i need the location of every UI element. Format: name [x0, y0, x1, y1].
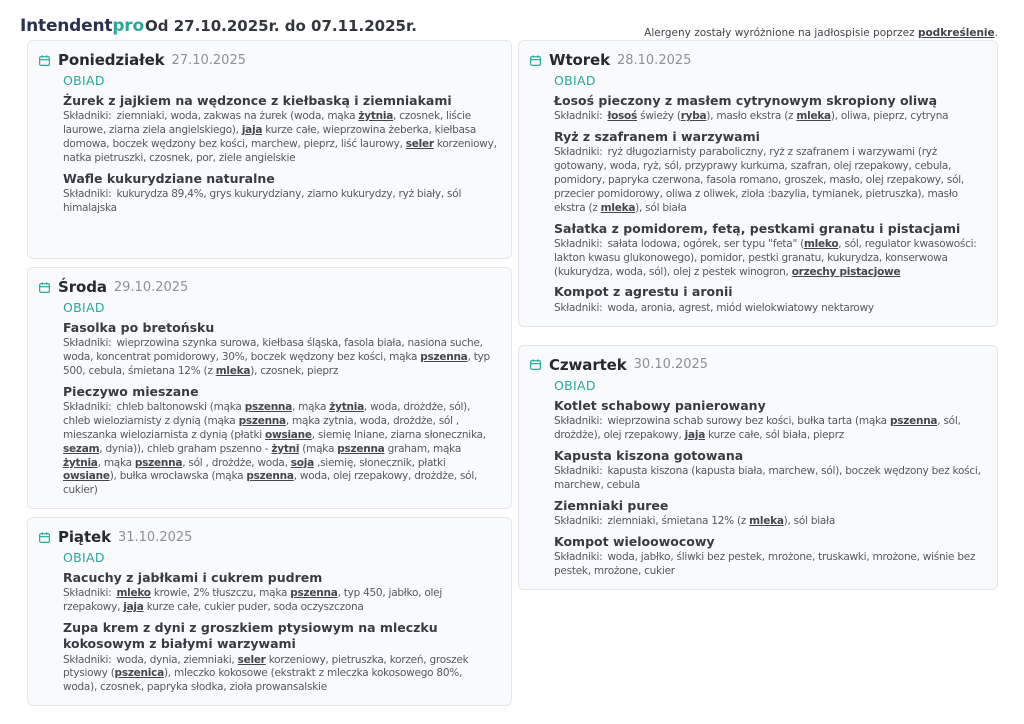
day-header — [529, 356, 983, 374]
ingredients-label: Składniki: — [554, 550, 603, 563]
dish — [63, 384, 497, 498]
dish — [63, 93, 497, 166]
allergen-term: żytnia — [329, 401, 364, 414]
day-card — [27, 267, 512, 509]
dish-name: Sałatka z pomidorem, fetą, pestkami granatu i pistacjami — [554, 220, 961, 236]
dish-ingredients — [63, 337, 497, 379]
day-date: 27.10.2025 — [171, 52, 246, 68]
allergen-term: owsiane — [265, 428, 312, 441]
day-header — [529, 51, 983, 69]
day-body — [554, 73, 983, 316]
ingredient-text: kurze całe, wieprzowina żeberka, kiełbasa domowa, boczek wędzony bez kości, marchew, pieprz, liść laurowy, — [63, 124, 477, 150]
dish-ingredients — [554, 110, 983, 124]
dish-name: Kotlet schabowy panierowany — [554, 397, 766, 413]
meal-label: OBIAD — [63, 550, 105, 566]
ingredient-text: ), oliwa, pieprz, cytryna — [830, 110, 949, 123]
ingredients-label: Składniki: — [554, 414, 603, 427]
allergen-term: soja — [290, 456, 314, 469]
calendar-icon — [38, 54, 51, 67]
ingredients-label: Składniki: — [554, 514, 603, 527]
allergen-term: orzechy pistacjowe — [791, 265, 901, 278]
allergen-term: żytni — [271, 442, 300, 455]
dish — [63, 171, 497, 216]
allergen-term: pszenna — [337, 442, 385, 455]
day-header — [38, 528, 497, 546]
ingredient-text: krowie, 2% tłuszczu, mąka — [150, 587, 291, 600]
ingredient-text: świeży ( — [637, 110, 681, 123]
allergen-term: żytnia — [358, 110, 394, 123]
meal-label: OBIAD — [63, 300, 105, 315]
dish-name: Fasolka po bretońsku — [63, 320, 215, 335]
dish-ingredients — [63, 188, 497, 216]
dish-ingredients — [554, 302, 983, 316]
ingredient-text: , typ 450, jabłko, olej rzepakowy, — [63, 587, 443, 614]
ingredient-text: korzeniowy, natka pietruszki, czosnek, por, ziele angielskie — [63, 137, 497, 164]
ingredient-text: korzeniowy, pietruszka, korzeń, groszek ptysiowy ( — [63, 653, 469, 680]
ingredient-text: ), mleczko kokosowe (ekstrakt z mleczka kokosowego 80%, woda), czosnek, papryka słodka, zioła prowansalskie — [63, 667, 463, 694]
ingredient-text: ), sól biała — [635, 201, 687, 214]
ingredient-text: woda, jabłko, śliwki bez pestek, mrożone, truskawki, mrożone, wiśnie bez pestek, mrożone, cukier — [554, 550, 976, 577]
ingredient-text: wieprzowina schab surowy bez kości, bułka tarta (mąka — [607, 414, 890, 427]
allergen-term: pszenna — [420, 351, 468, 364]
ingredients-label: Składniki: — [63, 337, 112, 350]
app-logo — [20, 16, 144, 36]
allergen-term: mleko — [116, 587, 151, 600]
ingredients-label: Składniki: — [554, 146, 603, 159]
day-name: Czwartek — [549, 355, 627, 374]
allergen-term: jaja — [241, 124, 263, 137]
ingredient-text: kukurydza 89,4%, grys kukurydziany, ziarno kukurydzy, ryż biały, sól himalajska — [63, 187, 462, 214]
dish — [554, 498, 983, 529]
day-name: Środa — [58, 278, 107, 296]
allergen-term: łosoś — [607, 110, 638, 123]
ingredient-text: kurze całe, sól biała, pieprz — [705, 428, 845, 441]
ingredient-text: , sól, regulator kwasowości: lakton kwasu glukonowego), pomidor, pestki granatu, kukurydza, konserwowa (kukurydza, woda, sól), olej z pestek winogron, — [554, 237, 977, 278]
ingredients-label: Składniki: — [63, 187, 112, 200]
ingredient-text: woda, aronia, agrest, miód wielokwiatowy nektarowy — [607, 301, 874, 314]
ingredient-text: , mąka — [292, 401, 330, 414]
day-card — [518, 345, 998, 590]
allergen-term: pszenica — [114, 667, 164, 680]
dish-list — [63, 93, 497, 216]
ingredient-text: chleb baltonowski (mąka — [116, 401, 245, 414]
allergen-term: mleka — [215, 364, 251, 377]
ingredient-text: , woda, drożdże, sól), chleb wieloziarnisty z dynią (mąka — [63, 401, 471, 427]
day-body — [63, 550, 497, 695]
ingredients-label: Składniki: — [554, 301, 603, 314]
ingredient-text: ), masło ekstra (z — [706, 110, 797, 123]
ingredient-text: , czosnek, liście laurowe, ziarna ziela angielskiego), — [63, 110, 471, 137]
ingredient-text: graham, mąka — [384, 442, 462, 455]
day-date: 29.10.2025 — [113, 279, 189, 295]
allergen-term: mleka — [796, 110, 831, 123]
dish-ingredients — [63, 654, 497, 696]
allergen-term: sezam — [63, 442, 100, 455]
allergen-term: jaja — [684, 428, 706, 441]
ingredients-label: Składniki: — [554, 237, 603, 250]
ingredient-text: , mąka — [97, 456, 135, 469]
allergen-term: mleka — [600, 201, 636, 214]
allergen-term: seler — [405, 137, 434, 150]
ingredient-text: , sól, drożdże), olej rzepakowy, — [554, 414, 961, 441]
ingredient-text: , sól , drożdże, woda, — [182, 456, 291, 469]
ingredient-text: woda, dynia, ziemniaki, — [116, 653, 238, 666]
allergen-term: pszenna — [889, 414, 938, 427]
allergen-term: seler — [237, 653, 266, 666]
allergen-term: pszenna — [246, 470, 294, 483]
menu-grid — [27, 40, 998, 706]
ingredient-text: kapusta kiszona (kapusta biała, marchew, sól), boczek wędzony bez kości, marchew, cebula — [554, 464, 981, 491]
ingredient-text: kurze całe, cukier puder, soda oczyszczona — [143, 601, 364, 614]
allergen-term: pszenna — [244, 401, 292, 414]
allergen-note-period: . — [994, 27, 998, 39]
dish-ingredients — [554, 238, 983, 280]
day-body — [554, 378, 983, 579]
calendar-icon — [38, 281, 51, 294]
dish-name: Żurek z jajkiem na wędzonce z kiełbaską i ziemniakami — [63, 93, 452, 108]
ingredient-text: (mąka — [299, 442, 338, 455]
dish-list — [554, 398, 983, 579]
dish — [554, 221, 983, 280]
day-date: 30.10.2025 — [633, 357, 709, 373]
allergen-note — [644, 27, 998, 39]
ingredient-text: ), bułka wrocławska (mąka — [109, 470, 247, 483]
ingredients-label: Składniki: — [63, 587, 112, 600]
dish-name: Racuchy z jabłkami i cukrem pudrem — [63, 570, 323, 586]
dish — [554, 448, 983, 493]
dish-list — [63, 320, 497, 498]
dish-ingredients — [63, 401, 497, 498]
dish-name: Kompot wieloowocowy — [554, 533, 715, 549]
dish — [554, 534, 983, 579]
allergen-term: jaja — [123, 601, 144, 614]
dish — [554, 93, 983, 124]
allergen-term: pszenna — [238, 414, 286, 427]
allergen-term: mleka — [749, 514, 784, 527]
ingredient-text: ziemniaki, woda, zakwas na żurek (woda, mąka — [116, 110, 359, 123]
dish-list — [554, 93, 983, 316]
day-card — [518, 40, 998, 327]
day-date: 28.10.2025 — [616, 52, 692, 68]
ingredient-text: , dynia)), chleb graham pszenno - — [99, 442, 272, 455]
ingredients-label: Składniki: — [554, 110, 603, 123]
dish-name: Wafle kukurydziane naturalne — [63, 170, 275, 186]
dish-name: Ryż z szafranem i warzywami — [554, 129, 760, 145]
allergen-term: żytnia — [63, 456, 98, 469]
dish-ingredients — [554, 551, 983, 579]
day-header — [38, 51, 497, 69]
ingredient-text: ), sól biała — [783, 514, 836, 527]
dish — [63, 620, 497, 695]
dish-name: Ziemniaki puree — [554, 497, 669, 513]
dish-list — [63, 570, 497, 695]
allergen-note-text: Alergeny zostały wyróżnione na jadłospisie poprzez — [644, 27, 918, 39]
ingredient-text: ,siemię, słonecznik, płatki — [313, 456, 446, 469]
day-date: 31.10.2025 — [117, 529, 193, 545]
day-name: Wtorek — [549, 51, 610, 69]
calendar-icon — [529, 54, 542, 67]
dish — [63, 570, 497, 615]
dish-ingredients — [63, 110, 497, 165]
dish-name: Kapusta kiszona gotowana — [554, 447, 744, 463]
dish-ingredients — [554, 146, 983, 215]
ingredient-text: ), czosnek, pieprz — [250, 364, 339, 377]
ingredients-label: Składniki: — [63, 653, 112, 666]
dish — [554, 129, 983, 216]
dish-name: Zupa krem z dyni z groszkiem ptysiowym na mleczku kokosowym z białymi warzywami — [63, 620, 438, 652]
logo-text-pro: pro — [112, 16, 144, 36]
dish-ingredients — [554, 515, 983, 529]
ingredient-text: , siemię lniane, ziarna słonecznika, — [311, 428, 486, 441]
day-body — [63, 300, 497, 498]
day-body — [63, 73, 497, 216]
meal-label: OBIAD — [554, 377, 596, 393]
ingredient-text: , typ 500, cebula, śmietana 12% (z — [63, 351, 490, 377]
meal-label: OBIAD — [554, 73, 596, 88]
dish-ingredients — [554, 465, 983, 493]
allergen-term: owsiane — [63, 470, 110, 483]
ingredient-text: ziemniaki, śmietana 12% (z — [607, 514, 750, 527]
calendar-icon — [38, 531, 51, 544]
calendar-icon — [529, 358, 542, 371]
allergen-term: pszenna — [134, 456, 183, 469]
ingredient-text: , woda, olej rzepakowy, drożdże, sól, cukier) — [63, 470, 478, 497]
dish-ingredients — [554, 415, 983, 443]
day-header — [38, 278, 497, 296]
menu-column-right — [518, 40, 998, 590]
ingredients-label: Składniki: — [63, 401, 112, 414]
day-card — [27, 40, 512, 259]
ingredients-label: Składniki: — [554, 464, 603, 477]
allergen-note-keyword: podkreślenie — [917, 27, 995, 39]
allergen-term: ryba — [680, 110, 707, 123]
ingredient-text: ryż długoziarnisty paraboliczny, ryż z szafranem i warzywami (ryż gotowany, woda, ryż, sól, przyprawy kurkuma, szafran, olej rzepakowy, cebula, pomidory, papryka czerwona, fasola romano, groszek, masło, olej rzepakowy, sól, przecier pomidorowy, oliwa z oliwek, zioła :bazylia, tymianek, pietruszka), masło ekstra (z — [554, 146, 965, 214]
menu-column-left — [27, 40, 512, 706]
day-name: Poniedziałek — [58, 51, 165, 69]
allergen-term: mleko — [803, 237, 839, 250]
day-card — [27, 517, 512, 706]
dish — [554, 398, 983, 443]
dish — [554, 284, 983, 315]
meal-label: OBIAD — [63, 73, 105, 88]
dish-ingredients — [63, 587, 497, 615]
dish-name: Pieczywo mieszane — [63, 383, 199, 399]
ingredient-text: , mąka zytnia, woda, drożdże, sól , mieszanka wieloziarnista z dynią (płatki — [63, 414, 459, 441]
ingredient-text: wieprzowina szynka surowa, kiełbasa śląska, fasola biała, nasiona suche, woda, koncentrat pomidorowy, 30%, boczek wędzony bez kości, mąka — [63, 337, 483, 364]
dish — [63, 320, 497, 379]
day-name: Piątek — [58, 528, 111, 547]
allergen-term: pszenna — [290, 587, 338, 600]
date-range-title: Od 27.10.2025r. do 07.11.2025r. — [145, 17, 417, 35]
ingredients-label: Składniki: — [63, 110, 112, 123]
logo-text-intendent: Intendent — [20, 16, 113, 36]
dish-name: Łosoś pieczony z masłem cytrynowym skropiony oliwą — [554, 93, 938, 108]
dish-name: Kompot z agrestu i aronii — [554, 284, 733, 300]
ingredient-text: sałata lodowa, ogórek, ser typu "feta" ( — [607, 237, 804, 250]
